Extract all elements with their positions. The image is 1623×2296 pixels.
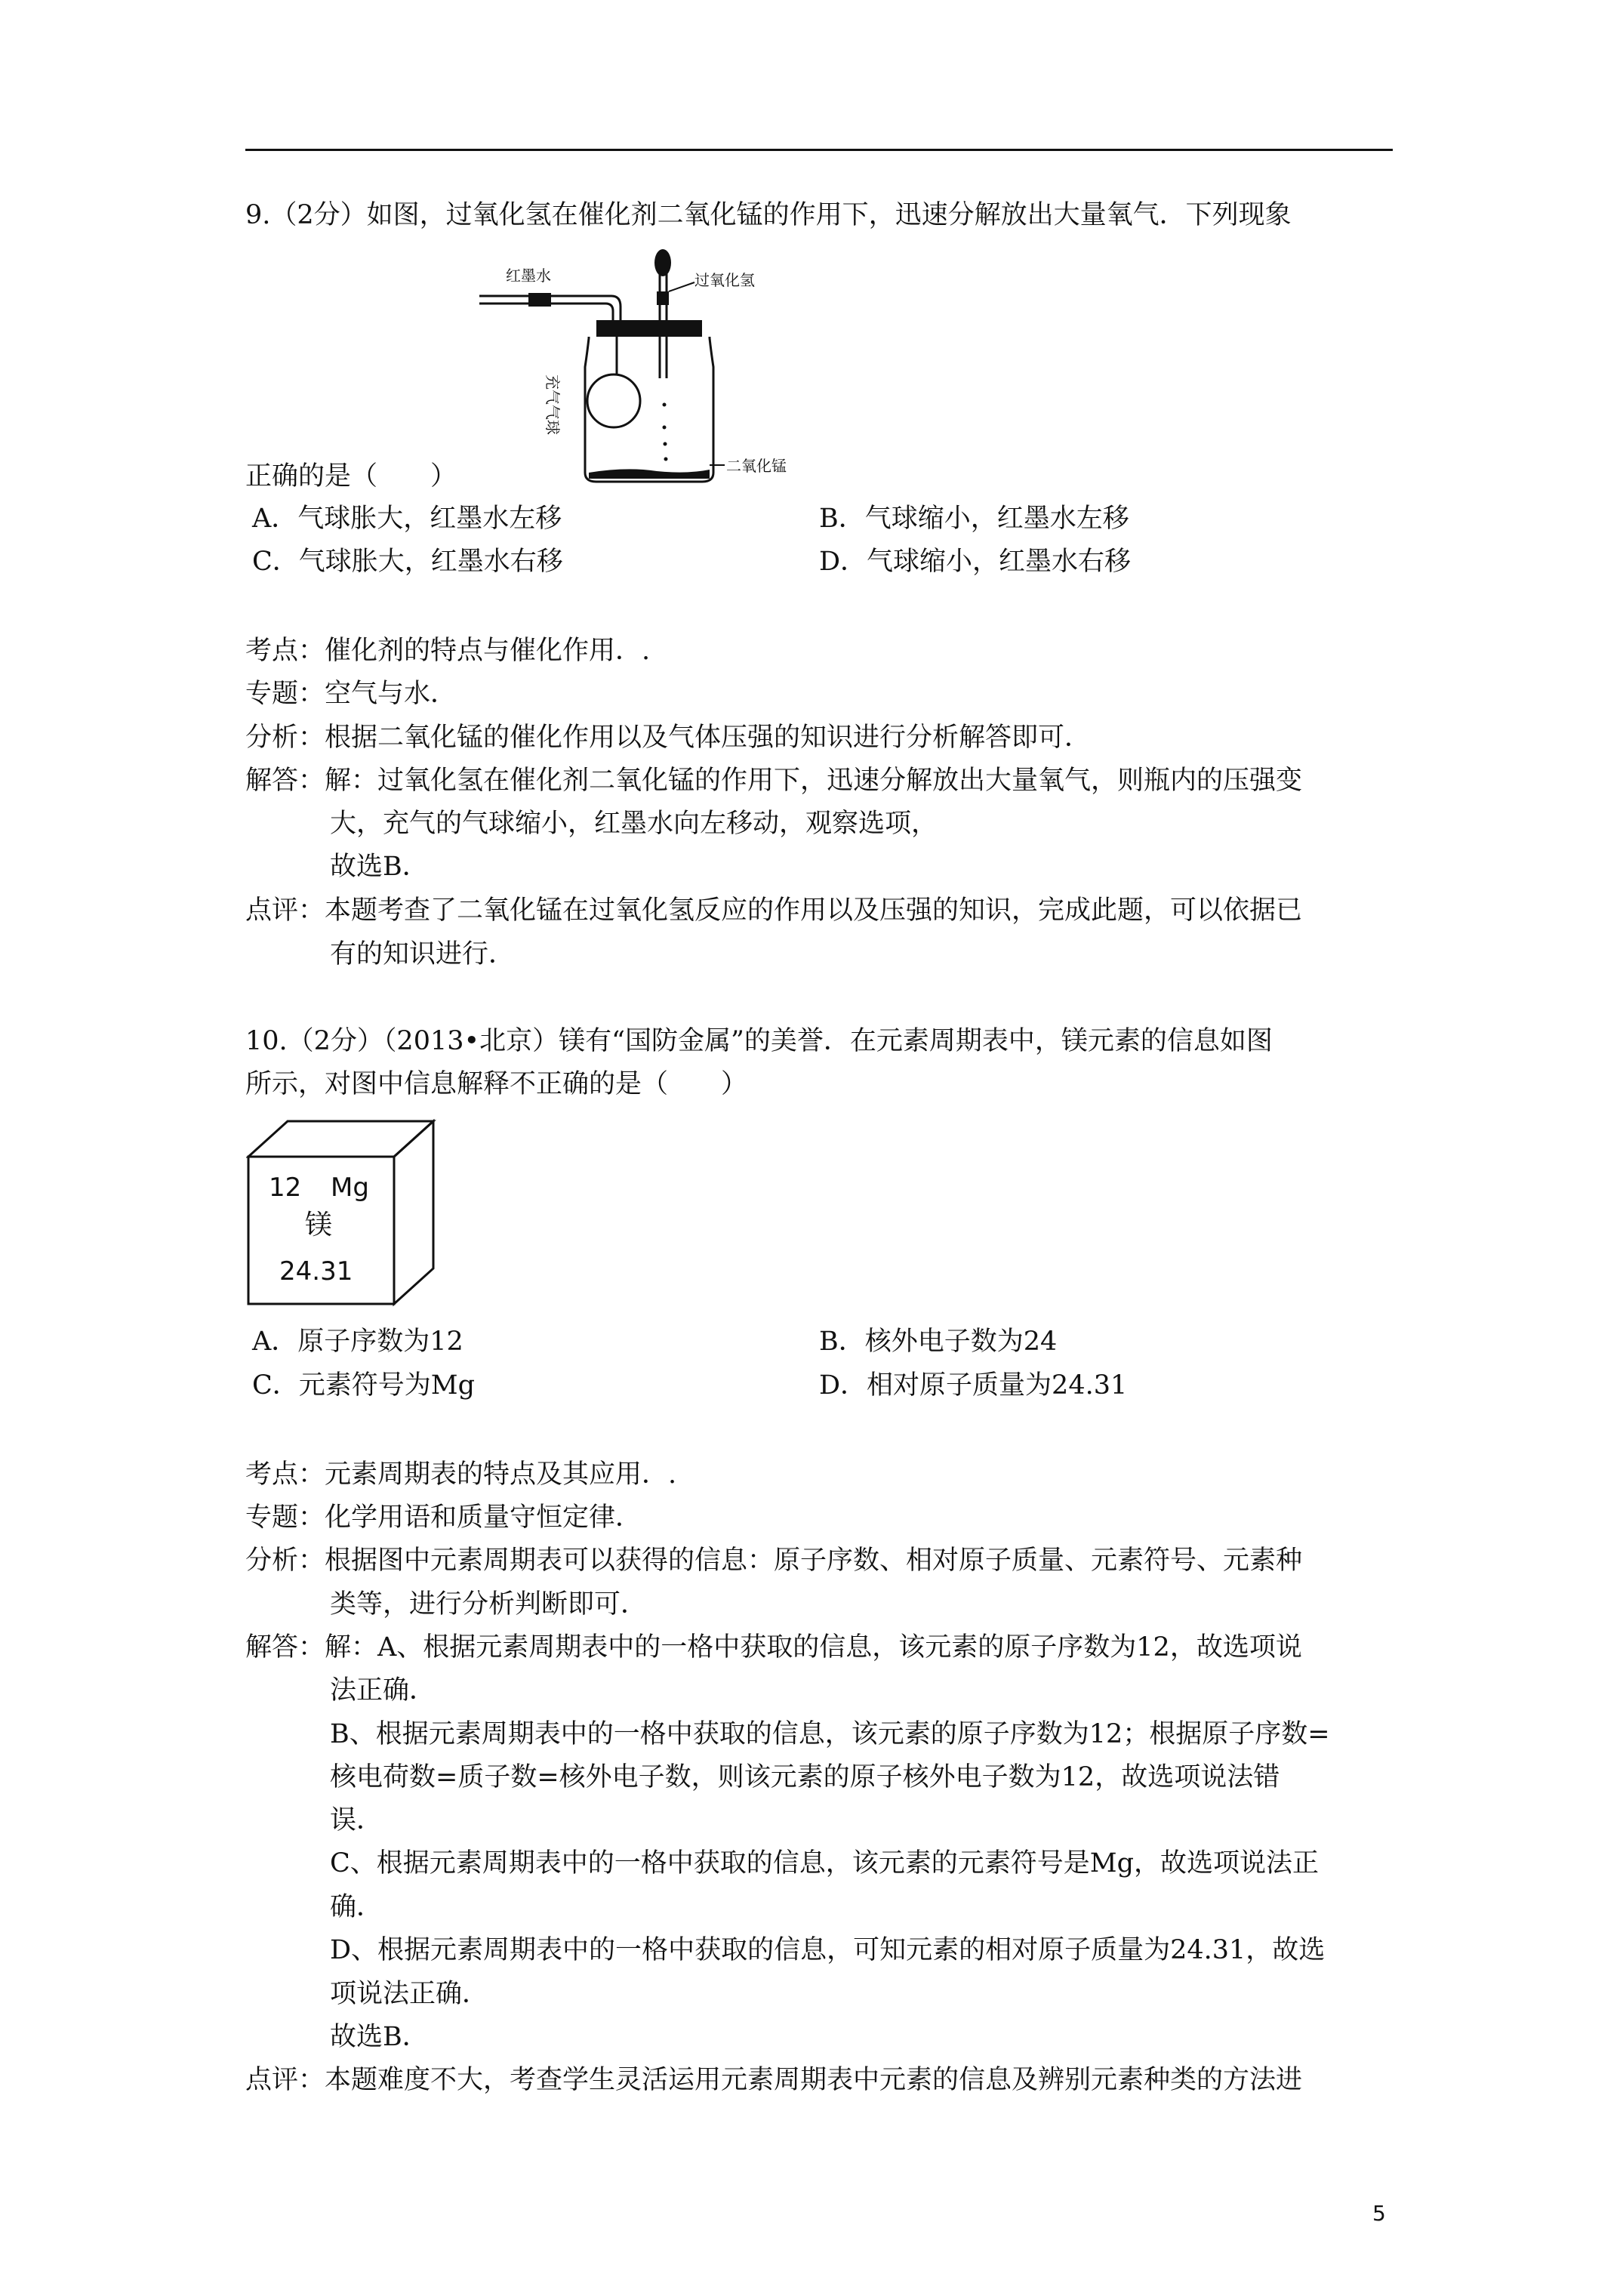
q9-kaodian: 考点：催化剂的特点与催化作用．. [245,636,651,666]
q10-zhuanti: 专题：化学用语和质量守恒定律． [245,1502,642,1533]
q9-dianping-line2: 有的知识进行． [330,939,516,969]
q10-jieda-line7: 确． [330,1892,383,1922]
q10-stem-line2: 所示，对图中信息解释不正确的是（ ） [245,1069,748,1099]
element-name: 镁 [305,1210,333,1240]
q10-jieda-line4: 核电荷数=质子数=核外电子数，则该元素的原子核外电子数为12，故选项说法错 [330,1762,1280,1792]
q10-jieda-line10: 故选B． [330,2022,429,2052]
q9-jieda-line3: 故选B． [330,852,429,882]
q10-kaodian: 考点：元素周期表的特点及其应用．. [245,1459,677,1490]
q9-jieda-line1: 解答：解：过氧化氢在催化剂二氧化锰的作用下，迅速分解放出大量氧气，则瓶内的压强变 [245,766,1303,796]
q10-fenxi-line1: 分析：根据图中元素周期表可以获得的信息：原子序数、相对原子质量、元素符号、元素种 [245,1546,1303,1576]
label-balloon: 充气气球 [544,374,562,435]
q10-option-c: C．元素符号为Mg [252,1370,476,1401]
q10-jieda-line2: 法正确． [330,1675,436,1706]
q9-option-a: A．气球胀大，红墨水左移 [252,504,562,534]
header-rule [245,149,1393,151]
q9-stem-line2: 正确的是（ ） [245,461,457,492]
q9-zhuanti: 专题：空气与水． [245,679,457,709]
label-h2o2: 过氧化氢 [694,271,755,289]
q9-stem-line1: 9.（2分）如图，过氧化氢在催化剂二氧化锰的作用下，迅速分解放出大量氧气．下列现象 [245,200,1292,230]
q10-option-d: D．相对原子质量为24.31 [819,1370,1128,1401]
q10-jieda-line8: D、根据元素周期表中的一格中获取的信息，可知元素的相对原子质量为24.31，故选 [330,1935,1326,1965]
q10-fenxi-line2: 类等，进行分析判断即可． [330,1589,648,1620]
element-number: 12 [269,1173,302,1203]
label-red-ink: 红墨水 [506,267,551,285]
q9-fenxi: 分析：根据二氧化锰的催化作用以及气体压强的知识进行分析解答即可． [245,723,1092,753]
q10-jieda-line1: 解答：解：A、根据元素周期表中的一格中获取的信息，该元素的原子序数为12，故选项说 [245,1632,1302,1663]
q10-option-b: B．核外电子数为24 [819,1327,1058,1357]
q10-jieda-line3: B、根据元素周期表中的一格中获取的信息，该元素的原子序数为12；根据原子序数= [330,1719,1330,1749]
q10-dianping-line1: 点评：本题难度不大，考查学生灵活运用元素周期表中元素的信息及辨别元素种类的方法进 [245,2065,1303,2095]
q9-option-d: D．气球缩小，红墨水右移 [819,547,1132,577]
q9-dianping-line1: 点评：本题考查了二氧化锰在过氧化氢反应的作用以及压强的知识，完成此题，可以依据已 [245,895,1303,926]
q9-option-c: C．气球胀大，红墨水右移 [252,547,563,577]
q10-jieda-line9: 项说法正确． [330,1979,489,2009]
q10-stem-line1: 10.（2分）（2013•北京）镁有“国防金属”的美誉．在元素周期表中，镁元素的信息如图 [245,1026,1273,1056]
element-mass: 24.31 [279,1256,353,1287]
q10-jieda-line6: C、根据元素周期表中的一格中获取的信息，该元素的元素符号是Mg，故选项说法正 [330,1848,1320,1878]
q10-jieda-line5: 误． [330,1805,383,1835]
element-symbol: Mg [331,1173,369,1203]
element-cell-figure [246,1119,439,1308]
q10-option-a: A．原子序数为12 [252,1327,463,1357]
q9-jieda-line2: 大，充气的气球缩小，红墨水向左移动，观察选项， [330,809,938,839]
q9-option-b: B．气球缩小，红墨水左移 [819,504,1129,534]
label-mno2: 二氧化锰 [726,457,787,475]
q9-apparatus-figure [476,246,808,488]
page-number: 5 [1372,2201,1386,2226]
